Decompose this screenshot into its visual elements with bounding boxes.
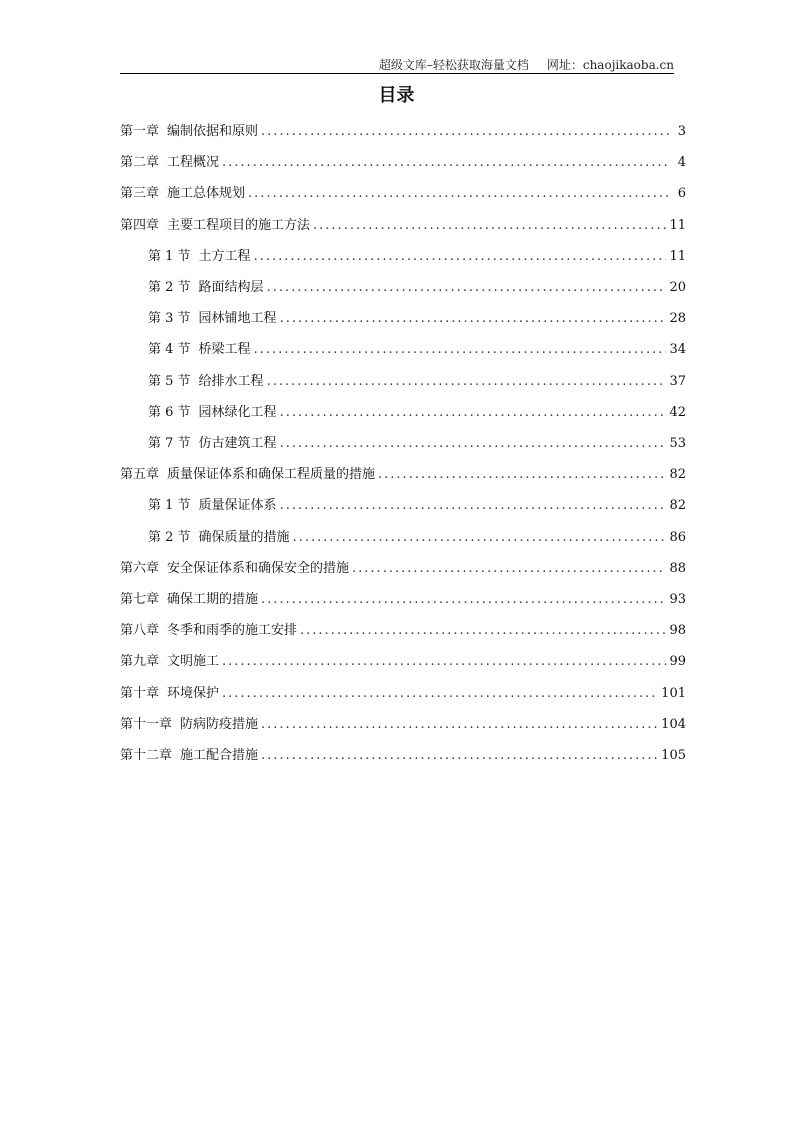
toc-dot-leader: [261, 715, 658, 735]
toc-entry-page: 82: [669, 467, 686, 483]
toc-entry-title: 园林绿化工程: [198, 404, 277, 420]
toc-entry-number: 第一章: [120, 124, 160, 139]
toc-entry[interactable]: [120, 715, 686, 735]
toc-entry-title: 仿古建筑工程: [198, 436, 277, 451]
toc-entry[interactable]: [120, 652, 686, 672]
toc-entry[interactable]: [148, 278, 686, 298]
toc-entry-title: 工程概况: [167, 155, 220, 171]
toc-entry-number: 第 4 节: [148, 342, 191, 358]
header-site-text: 超级文库–轻松获取海量文档: [378, 58, 529, 72]
toc-dot-leader: [300, 621, 666, 641]
toc-entry[interactable]: [120, 122, 686, 142]
toc-entry-title: 环境保护: [167, 685, 220, 701]
toc-entry-page: 34: [669, 342, 686, 358]
toc-entry[interactable]: [148, 403, 686, 423]
toc-dot-leader: [222, 153, 671, 173]
toc-entry-title: 确保工期的措施: [167, 592, 259, 607]
toc-dot-leader: [293, 528, 667, 548]
toc-entry-number: 第十章: [120, 685, 160, 701]
toc-entry-page: 88: [669, 560, 686, 576]
toc-entry[interactable]: [120, 684, 686, 704]
toc-entry-number: 第三章: [120, 186, 160, 202]
toc-entry-number: 第 2 节: [148, 529, 191, 545]
toc-entry-title: 施工总体规划: [167, 186, 246, 202]
toc-entry-title: 给排水工程: [198, 373, 264, 389]
toc-entry[interactable]: [148, 372, 686, 392]
toc-entry-number: 第二章: [120, 155, 160, 171]
toc-entry-page: 93: [669, 592, 686, 607]
toc-entry-page: 6: [677, 186, 686, 202]
toc-entry-title: 路面结构层: [198, 280, 264, 295]
toc-entry-number: 第 3 节: [148, 311, 191, 327]
toc-entry-number: 第 2 节: [148, 280, 191, 295]
toc-dot-leader: [254, 247, 667, 267]
toc-entry-title: 冬季和雨季的施工安排: [167, 623, 298, 639]
toc-dot-leader: [267, 372, 667, 392]
header-url[interactable]: chaojikaoba.cn: [582, 58, 674, 72]
toc-entry-page: 98: [669, 623, 686, 639]
toc-entry-number: 第 6 节: [148, 404, 191, 420]
toc-entry-title: 防病防疫措施: [180, 716, 259, 732]
toc-dot-leader: [280, 403, 667, 423]
toc-entry[interactable]: [120, 184, 686, 204]
toc-entry-title: 确保质量的措施: [198, 529, 290, 545]
toc-entry[interactable]: [120, 153, 686, 173]
toc-entry-title: 主要工程项目的施工方法: [167, 217, 311, 233]
toc-dot-leader: [313, 216, 666, 236]
toc-entry-title: 质量保证体系: [198, 498, 277, 514]
toc-dot-leader: [267, 278, 667, 298]
toc-entry-page: 99: [669, 654, 686, 670]
toc-dot-leader: [280, 496, 667, 516]
toc-entry-title: 质量保证体系和确保工程质量的措施: [167, 467, 376, 483]
header-url-label: 网址：: [546, 58, 583, 72]
table-of-contents: [120, 0, 686, 1122]
toc-dot-leader: [222, 652, 666, 672]
toc-entry-title: 土方工程: [198, 248, 251, 264]
toc-entry-number: 第 5 节: [148, 373, 191, 389]
toc-entry-page: 86: [669, 529, 686, 545]
toc-entry-page: 42: [669, 404, 686, 420]
toc-dot-leader: [261, 122, 671, 142]
toc-entry[interactable]: [120, 590, 686, 610]
toc-entry-number: 第八章: [120, 623, 160, 639]
toc-entry-page: 28: [669, 311, 686, 327]
toc-entry[interactable]: [120, 559, 686, 579]
toc-dot-leader: [248, 184, 671, 204]
toc-entry-page: 11: [669, 217, 686, 233]
toc-dot-leader: [254, 340, 667, 360]
toc-dot-leader: [352, 559, 666, 579]
toc-entry-number: 第十二章: [120, 748, 173, 763]
toc-entry[interactable]: [120, 465, 686, 485]
toc-entry-page: 11: [669, 248, 686, 264]
toc-entry-title: 桥梁工程: [198, 342, 251, 358]
toc-entry-page: 20: [669, 280, 686, 295]
toc-entry[interactable]: [120, 746, 686, 766]
toc-dot-leader: [261, 590, 666, 610]
toc-entry-number: 第四章: [120, 217, 160, 233]
toc-entry-title: 编制依据和原则: [167, 124, 259, 139]
toc-dot-leader: [378, 465, 666, 485]
toc-entry[interactable]: [148, 434, 686, 454]
toc-dot-leader: [261, 746, 658, 766]
toc-entry-number: 第六章: [120, 560, 160, 576]
toc-entry-page: 53: [669, 436, 686, 451]
page-title: 目录: [378, 85, 415, 106]
toc-entry-page: 104: [661, 716, 686, 732]
toc-entry-page: 3: [677, 124, 686, 139]
toc-entry-title: 施工配合措施: [180, 748, 259, 763]
toc-entry-page: 82: [669, 498, 686, 514]
toc-entry[interactable]: [120, 621, 686, 641]
toc-entry-number: 第五章: [120, 467, 160, 483]
toc-entry-page: 37: [669, 373, 686, 389]
toc-entry-title: 安全保证体系和确保安全的措施: [167, 560, 350, 576]
toc-entry[interactable]: [148, 528, 686, 548]
toc-dot-leader: [280, 434, 667, 454]
toc-entry-page: 101: [661, 685, 686, 701]
toc-entry-number: 第 7 节: [148, 436, 191, 451]
toc-entry-title: 园林铺地工程: [198, 311, 277, 327]
toc-entry-number: 第九章: [120, 654, 160, 670]
toc-entry[interactable]: [148, 247, 686, 267]
toc-entry-title: 文明施工: [167, 654, 220, 670]
toc-dot-leader: [222, 684, 658, 704]
toc-entry-number: 第 1 节: [148, 498, 191, 514]
toc-entry-page: 105: [661, 748, 686, 763]
toc-entry-number: 第 1 节: [148, 248, 191, 264]
toc-entry-number: 第十一章: [120, 716, 173, 732]
toc-entry[interactable]: [148, 340, 686, 360]
toc-dot-leader: [280, 309, 667, 329]
toc-entry[interactable]: [148, 309, 686, 329]
toc-entry-page: 4: [677, 155, 686, 171]
toc-entry[interactable]: [120, 216, 686, 236]
toc-entry-number: 第七章: [120, 592, 160, 607]
toc-entry[interactable]: [148, 496, 686, 516]
